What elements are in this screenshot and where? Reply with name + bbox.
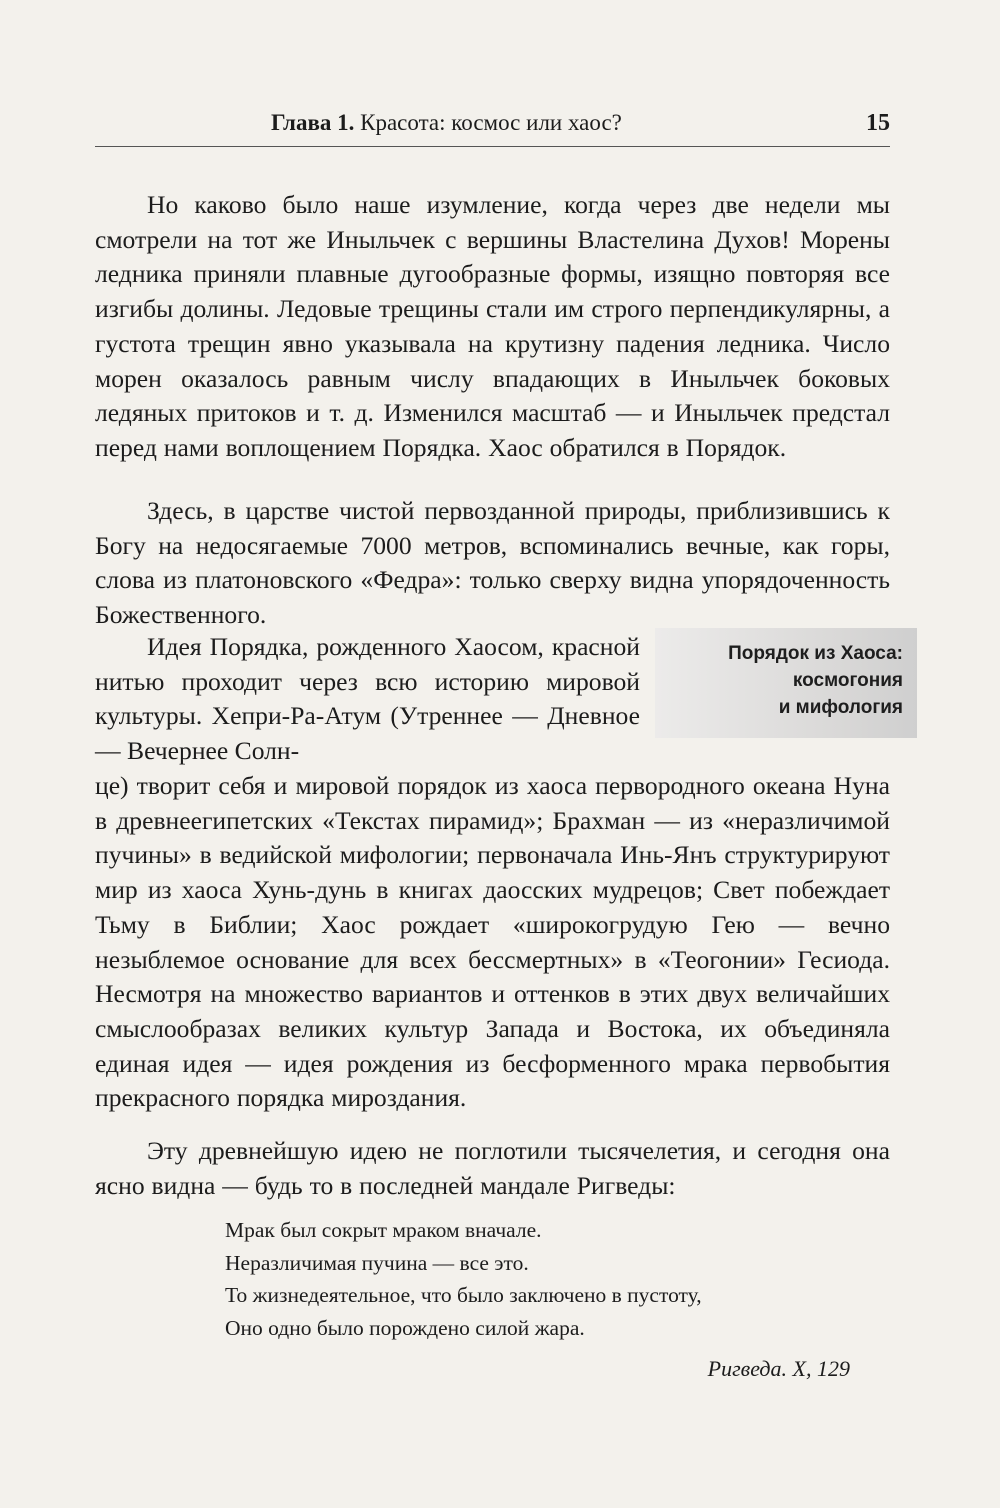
verse-line: Неразличимая пучина — все это.: [225, 1250, 529, 1275]
chapter-title: Красота: космос или хаос?: [360, 110, 622, 135]
margin-note-line: и мифология: [778, 697, 903, 718]
paragraph-3-start: Идея Порядка, рожденного Хаосом, красной нитью проходит через всю историю мировой культуры. Хепри-Ра-Атум (Утреннее — Дневное — Вечернее Солн-: [95, 632, 640, 766]
header-rule: [95, 146, 890, 147]
verse-line: Оно одно было порождено силой жара.: [225, 1315, 585, 1340]
quote-source: Ригведа. X, 129: [707, 1356, 850, 1381]
verse-line: Мрак был сокрыт мраком вначале.: [225, 1218, 542, 1242]
paragraph-2: Здесь, в царстве чистой первозданной природы, приблизившись к Богу на недосягаемые 7000 метров, вспоминались вечные, как горы, слова из платоновского «Федра»: только сверху видна упорядоченность Божественного.: [95, 496, 890, 630]
margin-note: [655, 628, 917, 738]
page-number: 15: [866, 110, 890, 136]
running-header: [95, 110, 890, 144]
margin-note-line: Порядок из Хаоса:: [728, 643, 903, 664]
chapter-heading: [271, 110, 622, 136]
paragraph-4: Эту древнейшую идею не поглотили тысячелетия, и сегодня она ясно видна — будь то в последней мандале Ригведы:: [95, 1136, 890, 1200]
verse-line: То жизнедеятельное, что было заключено в пустоту,: [225, 1283, 702, 1307]
verse-quote: [225, 1214, 702, 1344]
margin-note-line: космогония: [792, 670, 903, 691]
chapter-label: Глава 1.: [271, 110, 355, 135]
paragraph-1: Но каково было наше изумление, когда через две недели мы смотрели на тот же Иныльчек с вершины Властелина Духов! Морены ледника приняли плавные дугообразные формы, изящно повторяя все изгибы долины. Ледовые трещины стали им строго перпендикулярны, а густота трещин явно указывала на крутизну падения ледника. Число морен оказалось равным числу впадающих в Иныльчек боковых ледяных притоков и т. д. Изменился масштаб — и Иныльчек предстал перед нами воплощением Порядка. Хаос обратился в Порядок.: [95, 190, 890, 462]
paragraph-3-continued: це) творит себя и мировой порядок из хаоса первородного океана Нуна в древнеегипетских «Текстах пирамид»; Брахман — из «неразличимой пучины» в ведийской мифологии; первоначала Инь-Янъ структурируют мир из хаоса Хунь-дунь в книгах даосских мудрецов; Свет побеждает Тьму в Библии; Хаос рождает «широкогрудую Гею — вечно незыблемое основание для всех бессмертных» в «Теогонии» Гесиода. Несмотря на множество вариантов и оттенков в этих двух величайших смыслообразах великих культур Запада и Востока, их объединяла единая идея — идея рождения из бесформенного мрака первобытия прекрасного порядка мироздания.: [95, 771, 890, 1113]
margin-note-text: [663, 640, 903, 721]
